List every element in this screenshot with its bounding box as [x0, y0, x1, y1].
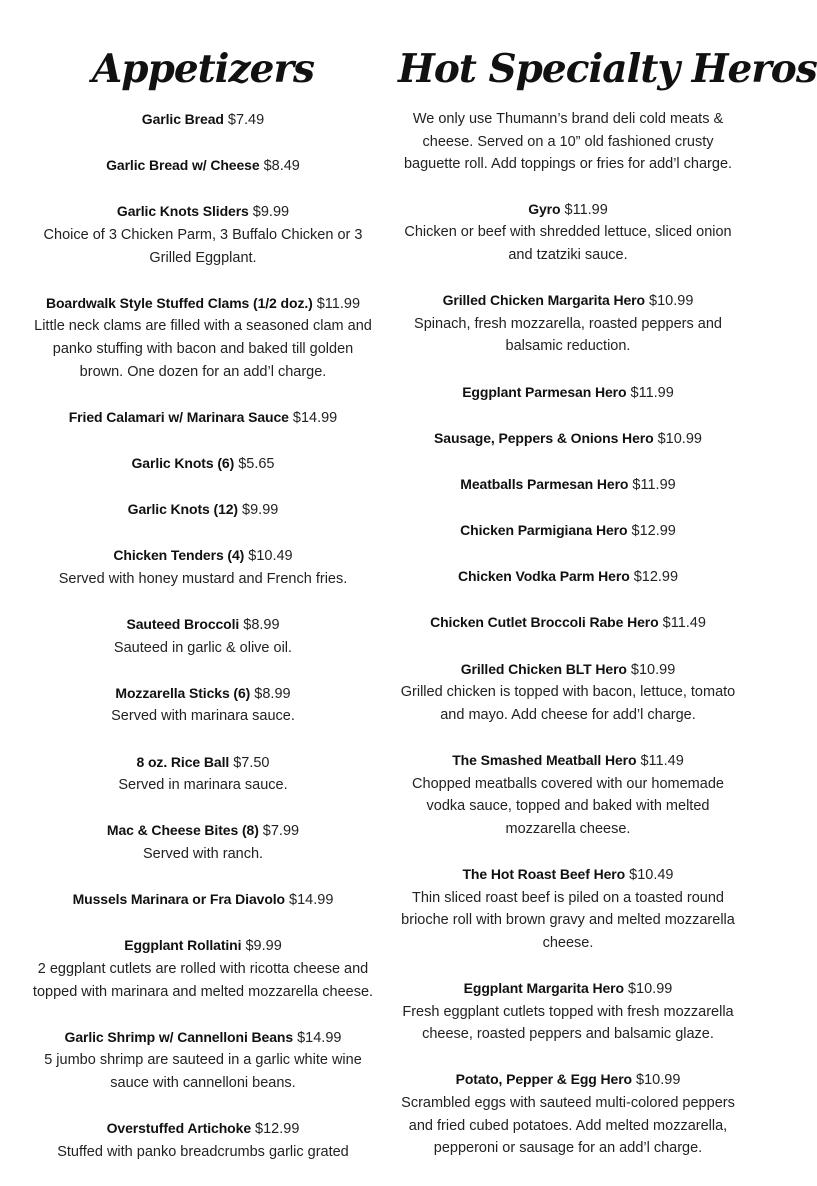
menu-item-price: $10.99 — [636, 1072, 681, 1089]
menu-item-description: Little neck clams are filled with a seasoned clam and panko stuffing with bacon and baked till golden brown. One dozen for an add’l charge. — [34, 318, 372, 380]
menu-item — [30, 751, 376, 797]
menu-item-description: Sauteed in garlic & olive oil. — [113, 639, 293, 656]
menu-item-price: $14.99 — [292, 409, 338, 426]
menu-item-price: $8.99 — [254, 685, 291, 702]
menu-item-description: Grilled chicken is topped with bacon, lettuce, tomato and mayo. Add cheese for add’l charge. — [400, 684, 736, 723]
menu-item-title-line — [30, 751, 376, 775]
menu-item-description: Fresh eggplant cutlets topped with fresh mozzarella cheese, roasted peppers and balsamic glaze. — [402, 1003, 734, 1043]
menu-item — [398, 381, 738, 405]
menu-item-name: Sauteed Broccoli — [126, 616, 240, 633]
heros-heading: Hot Specialty Heros — [398, 46, 817, 92]
menu-item-description: Served with marinara sauce. — [111, 708, 295, 725]
menu-item-description: Spinach, fresh mozzarella, roasted peppers and balsamic reduction. — [414, 315, 722, 355]
menu-item-price: $10.49 — [248, 548, 293, 565]
menu-item-name: Eggplant Rollatini — [124, 937, 242, 954]
menu-item — [30, 406, 376, 430]
menu-item-name: The Hot Roast Beef Hero — [462, 866, 626, 882]
menu-item-name: Garlic Knots Sliders — [116, 203, 249, 220]
menu-item-price: $11.99 — [316, 295, 361, 312]
menu-item-name: Grilled Chicken Margarita Hero — [442, 292, 645, 309]
menu-item-title-line — [398, 473, 738, 497]
menu-item — [398, 977, 738, 1046]
menu-item-name: Chicken Tenders (4) — [113, 547, 245, 564]
menu-item-name: Boardwalk Style Stuffed Clams (1/2 doz.) — [45, 294, 313, 311]
menu-item-description: Served with honey mustard and French fries. — [58, 570, 348, 587]
menu-item-title-line — [398, 863, 738, 887]
menu-item-price: $14.99 — [289, 892, 334, 909]
menu-item-price: $14.99 — [297, 1029, 342, 1046]
menu-item-title-line — [30, 1026, 376, 1050]
menu-item — [398, 863, 738, 954]
menu-item-price: $8.49 — [263, 158, 300, 175]
menu-item-description: Served in marinara sauce. — [118, 777, 288, 794]
appetizers-list — [30, 108, 376, 1163]
menu-item-name: Garlic Shrimp w/ Cannelloni Beans — [64, 1028, 294, 1045]
menu-item — [398, 1068, 738, 1159]
menu-item-name: Meatballs Parmesan Hero — [460, 475, 629, 492]
menu-item-name: Gyro — [528, 200, 561, 217]
menu-item-title-line — [398, 1068, 738, 1092]
menu-item — [30, 934, 376, 1003]
menu-item-price: $10.49 — [629, 867, 674, 883]
menu-item-price: $11.99 — [632, 476, 676, 493]
menu-item — [30, 1026, 376, 1095]
menu-item-price: $9.99 — [242, 502, 279, 519]
menu-item — [398, 611, 738, 635]
menu-item-price: $10.99 — [627, 980, 673, 997]
menu-item-price: $11.99 — [630, 384, 674, 401]
menu-item-name: Grilled Chicken BLT Hero — [460, 660, 627, 677]
menu-item-title-line — [398, 198, 738, 222]
menu-item-name: Chicken Cutlet Broccoli Rabe Hero — [430, 614, 659, 631]
menu-item-price: $7.99 — [262, 823, 300, 840]
menu-item-price: $11.99 — [564, 201, 608, 218]
menu-item — [30, 888, 376, 912]
menu-item — [30, 613, 376, 659]
menu-item-title-line — [30, 200, 376, 224]
menu-item-price: $12.99 — [633, 569, 679, 586]
menu-item-price: $12.99 — [255, 1121, 300, 1138]
menu-item — [30, 200, 376, 269]
menu-item — [30, 682, 376, 728]
menu-item-name: Eggplant Parmesan Hero — [462, 383, 627, 400]
menu-item-title-line — [398, 519, 738, 543]
menu-item — [30, 498, 376, 522]
menu-item-description: Chopped meatballs covered with our homemade vodka sauce, topped and baked with melted mozzarella cheese. — [412, 775, 724, 837]
menu-item-title-line — [398, 565, 738, 589]
heros-list — [398, 198, 738, 1160]
menu-item-name: Garlic Knots (6) — [131, 454, 235, 471]
menu-item-description: Choice of 3 Chicken Parm, 3 Buffalo Chicken or 3 Grilled Eggplant. — [43, 226, 363, 266]
heros-column — [398, 40, 817, 1182]
menu-item-description: 5 jumbo shrimp are sauteed in a garlic white wine sauce with cannelloni beans. — [44, 1052, 362, 1091]
menu-item — [398, 658, 738, 727]
menu-item-price: $10.99 — [630, 661, 676, 678]
menu-item-price: $11.49 — [662, 615, 706, 632]
menu-item-title-line — [398, 427, 738, 451]
menu-item — [398, 519, 738, 543]
menu-item-name: Fried Calamari w/ Marinara Sauce — [68, 408, 289, 425]
menu-item — [398, 289, 738, 358]
menu-item-price: $7.50 — [233, 754, 270, 771]
menu-item-price: $7.49 — [227, 112, 265, 128]
heros-intro: We only use Thumann’s brand deli cold meats & cheese. Served on a 10” old fashioned crusty baguette roll. Add toppings or fries for add’l charge. — [403, 111, 733, 173]
menu-item-title-line — [30, 452, 376, 476]
menu-item-title-line — [398, 977, 738, 1001]
menu-item-title-line — [398, 749, 738, 773]
menu-item-name: Eggplant Margarita Hero — [463, 979, 624, 996]
menu-item-name: 8 oz. Rice Ball — [136, 753, 230, 770]
menu-item-title-line — [30, 682, 376, 706]
menu-item-description: Served with ranch. — [142, 846, 264, 862]
menu-item-title-line — [30, 1117, 376, 1141]
menu-item-name: Mac & Cheese Bites (8) — [106, 822, 259, 839]
menu-item — [30, 819, 376, 865]
menu-item-description: Chicken or beef with shredded lettuce, sliced onion and tzatziki sauce. — [404, 224, 732, 263]
menu-item — [398, 198, 738, 267]
menu-item-title-line — [30, 544, 376, 568]
menu-item-name: Potato, Pepper & Egg Hero — [455, 1071, 633, 1088]
menu-item — [398, 427, 738, 451]
menu-item — [30, 108, 376, 132]
menu-item-price: $5.65 — [238, 455, 275, 472]
menu-item — [30, 292, 376, 383]
menu-item-title-line — [398, 611, 738, 635]
menu-item-name: Chicken Parmigiana Hero — [460, 522, 628, 539]
menu-item-title-line — [30, 819, 376, 843]
menu-item-title-line — [30, 292, 376, 316]
menu-item-name: Garlic Knots (12) — [127, 501, 238, 518]
menu-item-name: Garlic Bread — [141, 111, 224, 127]
menu-item-description: Thin sliced roast beef is piled on a toasted round brioche roll with brown gravy and melted mozzarella cheese. — [401, 889, 735, 951]
menu-item-name: Mussels Marinara or Fra Diavolo — [72, 891, 286, 908]
menu-item-title-line — [30, 498, 376, 522]
menu-item — [30, 154, 376, 178]
menu-item-price: $8.99 — [243, 617, 280, 634]
menu-item-price: $9.99 — [245, 938, 282, 955]
menu-item-price: $10.99 — [657, 430, 702, 447]
menu-item-title-line — [30, 154, 376, 178]
menu-item-title-line — [30, 108, 376, 132]
menu-item — [30, 1117, 376, 1163]
menu-item-price: $12.99 — [631, 523, 676, 540]
menu-item-title-line — [398, 289, 738, 313]
appetizers-heading: Appetizers — [92, 46, 314, 92]
menu-item-title-line — [398, 658, 738, 682]
menu-item-price: $10.99 — [649, 293, 694, 310]
menu-item-name: Chicken Vodka Parm Hero — [457, 568, 630, 585]
menu-item-price: $11.49 — [640, 753, 684, 770]
menu-item — [398, 473, 738, 497]
menu-item-description: Stuffed with panko breadcrumbs garlic grated — [57, 1143, 349, 1160]
menu-item-title-line — [30, 888, 376, 912]
menu-item — [398, 749, 738, 840]
menu-item-description: Scrambled eggs with sauteed multi-colored peppers and fried cubed potatoes. Add melted mozzarella, pepperoni or sausage for an add’l charge. — [401, 1094, 735, 1157]
menu-item — [30, 544, 376, 590]
menu-item-price: $9.99 — [252, 204, 290, 221]
menu-item-name: Overstuffed Artichoke — [106, 1120, 252, 1137]
menu-item-title-line — [30, 934, 376, 958]
menu-item-title-line — [398, 381, 738, 405]
menu-item — [398, 565, 738, 589]
menu-item-name: The Smashed Meatball Hero — [452, 752, 637, 769]
menu-item-name: Mozzarella Sticks (6) — [115, 684, 251, 701]
menu-item-title-line — [30, 406, 376, 430]
menu-item-title-line — [30, 613, 376, 637]
menu-item-name: Sausage, Peppers & Onions Hero — [434, 429, 654, 446]
menu-item-name: Garlic Bread w/ Cheese — [106, 157, 260, 174]
appetizers-column — [30, 40, 376, 1186]
menu-item — [30, 452, 376, 476]
menu-item-description: 2 eggplant cutlets are rolled with ricotta cheese and topped with marinara and melted mozzarella cheese. — [32, 960, 374, 1000]
